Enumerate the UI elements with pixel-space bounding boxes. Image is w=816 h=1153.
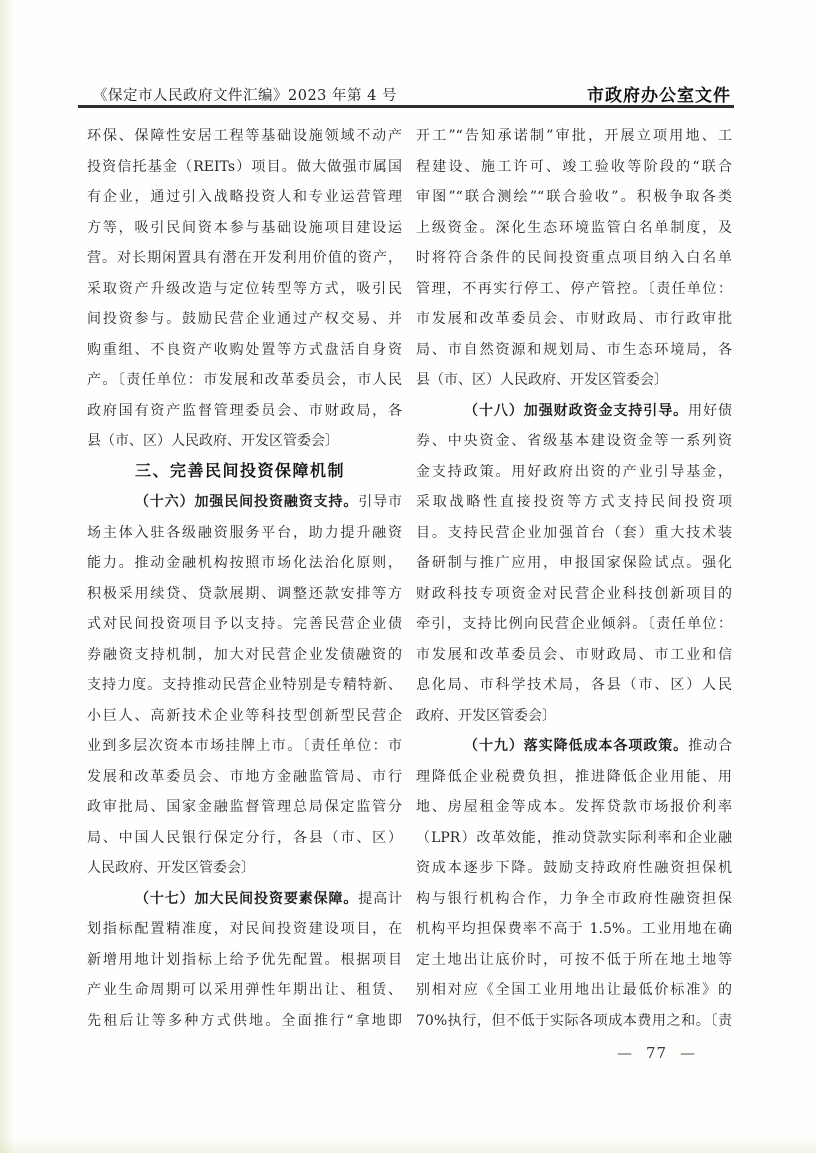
text-line (416, 213, 732, 244)
text-line (416, 121, 732, 152)
text-segment: 机构平均担保费率不高于 1.5%。工业用地在确 (416, 921, 732, 937)
text-segment: 间投资参与。鼓励民营企业通过产权交易、并 (87, 311, 402, 327)
text-line (416, 731, 732, 762)
text-line (87, 365, 402, 396)
text-segment: 购重组、不良资产收购处置等方式盘活自身资 (87, 341, 402, 358)
text-segment: 开工”“告知承诺制”审批，开展立项用地、工 (416, 128, 732, 144)
text-segment: 定土地出让底价时，可按不低于所在地土地等 (416, 951, 732, 968)
text-segment: 目。支持民营企业加强首台（套）重大技术装 (416, 524, 732, 541)
text-line (87, 243, 402, 274)
text-segment: 上级资金。深化生态环境监管白名单制度，及 (416, 219, 732, 236)
text-segment: 采取战略性直接投资等方式支持民间投资项 (416, 494, 732, 510)
text-segment: 环保、保障性安居工程等基础设施领域不动产 (87, 128, 402, 144)
text-segment: 划指标配置精准度，对民间投资建设项目，在 (87, 921, 402, 937)
text-segment: 程建设、施工许可、竣工验收等阶段的“联合 (416, 158, 732, 175)
text-line (416, 396, 732, 427)
text-segment: 市发展和改革委员会、市财政局、市工业和信 (416, 646, 732, 663)
text-line (416, 365, 732, 396)
heading-segment: （十六）加强民间投资融资支持。 (135, 494, 359, 510)
text-segment: 投资信托基金（REITs）项目。做大做强市属国 (87, 158, 402, 175)
text-segment: 引导市 (358, 494, 402, 510)
text-segment: 政审批局、国家金融监督管理总局保定监管分 (87, 799, 402, 815)
text-line (416, 335, 732, 366)
text-segment: 县（市、区）人民政府、开发区管委会〕 (416, 372, 668, 388)
heading-segment: （十八）加强财政资金支持引导。 (464, 402, 689, 419)
text-segment: 管理，不再实行停工、停产管控。〔责任单位： (416, 280, 732, 297)
document-category-label: 市政府办公室文件 (587, 86, 731, 105)
text-line (87, 121, 402, 152)
text-segment: 局、中国人民银行保定分行，各县（市、区） (87, 829, 402, 846)
text-line (416, 609, 732, 640)
text-segment: 业到多层次资本市场挂牌上市。〔责任单位：市 (87, 738, 402, 754)
page-number-value: 77 (646, 1044, 668, 1062)
text-segment: 能力。推动金融机构按照市场化法治化原则， (87, 555, 402, 571)
text-line (87, 884, 402, 915)
text-segment: 提高计 (358, 890, 402, 907)
heading-segment: 三、完善民间投资保障机制 (135, 462, 346, 480)
text-segment: 局、市自然资源和规划局、市生态环境局，各 (416, 341, 732, 358)
text-line (87, 304, 402, 335)
page-number-dash-left: — (617, 1044, 633, 1062)
text-segment: 审图”“联合测绘”“联合验收”。积极争取各类 (416, 189, 732, 205)
scan-edge-bottom (0, 1139, 816, 1153)
text-segment: 推动合 (688, 738, 732, 754)
text-line (416, 518, 732, 549)
heading-segment: （十九）落实降低成本各项政策。 (464, 738, 689, 754)
text-segment: 支持力度。支持推动民营企业特别是专精特新、 (87, 677, 402, 693)
text-line (87, 609, 402, 640)
text-segment: 小巨人、高新技术企业等科技型创新型民营企 (87, 707, 402, 724)
text-line (416, 152, 732, 183)
page-number (617, 1044, 696, 1062)
text-line (87, 548, 402, 579)
text-segment: 新增用地计划指标上给予优先配置。根据项目 (87, 951, 402, 968)
text-line (416, 457, 732, 488)
text-line (87, 1006, 402, 1037)
text-segment: 政府、开发区管委会〕 (416, 707, 556, 724)
text-segment: 市发展和改革委员会、市财政局、市行政审批 (416, 311, 732, 327)
text-segment: 积极采用续贷、贷款展期、调整还款安排等方 (87, 585, 402, 602)
text-segment: 采取资产升级改造与定位转型等方式，吸引民 (87, 280, 402, 297)
text-line (87, 945, 402, 976)
text-segment: 方等，吸引民间资本参与基础设施项目建设运 (87, 219, 402, 236)
text-line (87, 914, 402, 945)
text-segment: 资成本逐步下降。鼓励支持政府性融资担保机 (416, 860, 732, 876)
text-segment: 券、中央资金、省级基本建设资金等一系列资 (416, 433, 732, 449)
text-line (416, 945, 732, 976)
text-line (416, 914, 732, 945)
text-segment: 场主体入驻各级融资服务平台，助力提升融资 (87, 524, 402, 541)
text-line (416, 975, 732, 1006)
text-segment: 财政科技专项资金对民营企业科技创新项目的 (416, 585, 732, 602)
text-line (416, 853, 732, 884)
text-line (416, 548, 732, 579)
text-segment: 发展和改革委员会、市地方金融监管局、市行 (87, 768, 402, 785)
text-segment: 构与银行机构合作，力争全市政府性融资担保 (416, 890, 732, 907)
text-line (416, 426, 732, 457)
text-segment: 理降低企业税费负担，推进降低企业用能、用 (416, 768, 732, 785)
text-segment: 券融资支持机制，加大对民营企业发债融资的 (87, 646, 402, 663)
text-segment: 时将符合条件的民间投资重点项目纳入白名单 (416, 250, 732, 266)
text-segment: 产业生命周期可以采用弹性年期出让、租赁、 (87, 982, 402, 998)
text-line (416, 762, 732, 793)
text-line (87, 975, 402, 1006)
text-line (416, 792, 732, 823)
right-column (416, 121, 732, 1036)
text-segment: 金支持政策。用好政府出资的产业引导基金， (416, 463, 732, 480)
header-rule (78, 105, 734, 108)
text-line (87, 457, 402, 488)
text-line (87, 426, 402, 457)
text-line (87, 701, 402, 732)
text-line (416, 823, 732, 854)
journal-title: 《保定市人民政府文件汇编》2023 年第 4 号 (93, 88, 397, 104)
text-segment: （LPR）改革效能，推动贷款实际利率和企业融 (416, 829, 732, 846)
text-line (87, 182, 402, 213)
text-segment: 息化局、市科学技术局，各县（市、区）人民 (416, 677, 732, 693)
text-segment: 地、房屋租金等成本。发挥贷款市场报价利率 (416, 799, 732, 815)
text-line (416, 487, 732, 518)
left-column (87, 121, 402, 1036)
text-line (87, 487, 402, 518)
text-line (87, 274, 402, 305)
heading-segment: （十七）加大民间投资要素保障。 (135, 890, 359, 907)
text-line (87, 762, 402, 793)
text-line (87, 792, 402, 823)
page-number-dash-right: — (680, 1044, 697, 1062)
text-segment: 别相对应《全国工业用地出让最低价标准》的 (416, 982, 732, 998)
text-segment: 先租后让等多种方式供地。全面推行“拿地即 (87, 1012, 402, 1029)
text-line (87, 731, 402, 762)
text-segment: 式对民间投资项目予以支持。完善民营企业债 (87, 616, 402, 632)
text-line (87, 640, 402, 671)
scan-edge-left (0, 0, 14, 1153)
text-segment: 备研制与推广应用，申报国家保险试点。强化 (416, 555, 732, 571)
text-segment: 70%执行，但不低于实际各项成本费用之和。〔责 (416, 1012, 732, 1029)
text-line (87, 670, 402, 701)
text-line (87, 853, 402, 884)
text-line (416, 1006, 732, 1037)
text-line (416, 304, 732, 335)
text-line (416, 670, 732, 701)
text-segment: 营。对长期闲置具有潜在开发利用价值的资产， (87, 250, 402, 266)
text-segment: 政府国有资产监督管理委员会、市财政局，各 (87, 402, 402, 419)
text-segment: 有企业，通过引入战略投资人和专业运营管理 (87, 189, 402, 205)
text-line (416, 274, 732, 305)
text-line (87, 335, 402, 366)
text-segment: 牵引，支持比例向民营企业倾斜。〔责任单位： (416, 616, 732, 632)
text-line (87, 213, 402, 244)
text-line (416, 579, 732, 610)
text-line (416, 243, 732, 274)
text-line (416, 884, 732, 915)
text-line (87, 823, 402, 854)
text-line (416, 182, 732, 213)
text-line (87, 152, 402, 183)
text-segment: 人民政府、开发区管委会〕 (87, 860, 255, 876)
text-line (87, 396, 402, 427)
text-segment: 县（市、区）人民政府、开发区管委会〕 (87, 433, 339, 449)
text-line (416, 640, 732, 671)
text-line (87, 579, 402, 610)
text-segment: 产。〔责任单位：市发展和改革委员会，市人民 (87, 372, 402, 388)
text-segment: 用好债 (688, 402, 732, 419)
text-line (416, 701, 732, 732)
text-line (87, 518, 402, 549)
